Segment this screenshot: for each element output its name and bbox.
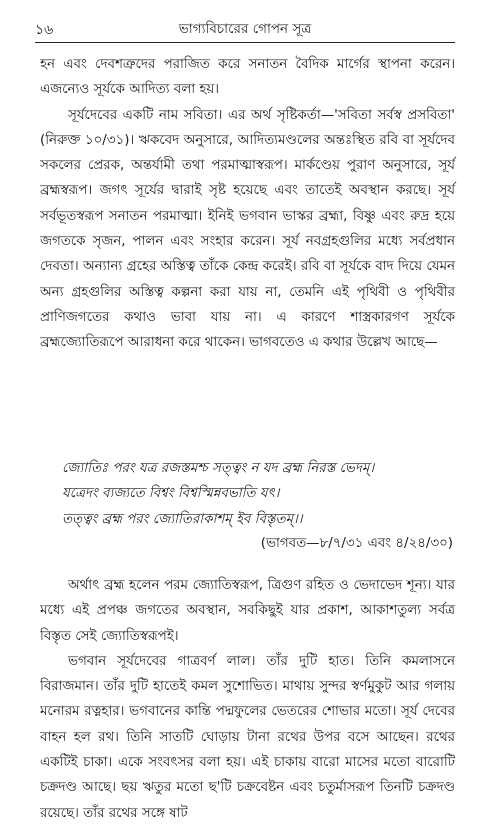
verse-line: জ্যোতিঃ পরং যত্র রজস্তমশ্চ সত্ত্বং ন যদ ব্রহ্ম নিরস্ত ভেদম্। [62, 461, 375, 476]
paragraph: সূর্যদেবের একটি নাম সবিতা। এর অর্থ সৃষ্টিকর্তা—'সবিতা সর্বস্ব প্রসবিতা' (নিরুক্ত ১০/৩১)। ঋকবেদ অনুসারে, আদিত্যমণ্ডলের অন্তঃস্থিত রবি বা সূর্যদেব সকলের প্রেরক, অন্তর্যামী তথা পরমাত্মাস্বরূপ। মার্কণ্ডেয় পুরাণ অনুসারে, সূর্য ব্রহ্মস্বরূপ। জগৎ সূর্যের দ্বারাই সৃষ্ট হয়েছে এবং তাতেই অবস্থান করছে। সূর্য সর্বভূতস্বরূপ সনাতন পরমাত্মা। ইনিই ভগবান ভাস্কর ব্রহ্মা, বিষ্ণু এবং রুদ্র হয়ে জগতকে সৃজন, পালন এবং সংহার করেন। সূর্য নবগ্রহগুলির মধ্যে সর্বপ্রধান দেবতা। অন্যান্য গ্রহের অস্তিত্ব তাঁকে কেন্দ্র করেই। রবি বা সূর্যকে বাদ দিয়ে যেমন অন্য গ্রহগুলির অস্তিত্ব কল্পনা করা যায় না, তেমনি এই পৃথিবী ও পৃথিবীর প্রাণিজগতের কথাও ভাবা যায় না। এ কারণে শাস্ত্রকারগণ সূর্যকে ব্রহ্মজ্যোতিরূপে আরাধনা করে থাকেন। ভাগবতেও এ কথার উল্লেখ আছে— [40, 107, 455, 351]
header-divider [35, 42, 455, 43]
paragraph: হন এবং দেবশত্রুদের পরাজিত করে সনাতন বৈদিক মার্গের স্থাপনা করেন। এজন্যেও সূর্যকে আদিত্য বলা হয়। [40, 57, 455, 98]
body-text-top [40, 52, 455, 356]
paragraph: ভগবান সূর্যদেবের গাত্রবর্ণ লাল। তাঁর দুটি হাত। তিনি কমলাসনে বিরাজমান। তাঁর দুটি হাতেই কমল সুশোভিত। মাথায় সুন্দর স্বর্ণমুকুট আর গলায় মনোরম রত্নহার। ভগবানের কান্তি পদ্মফুলের ভেতরের শোভার মতো। সূর্য দেবের বাহন হল রথ। তিনি সাতটি ঘোড়ায় টানা রথের উপর বসে আছেন। রথের একটিই চাকা। একে সংবৎসর বলা হয়। এই চাকায় বারো মাসের মতো বারোটি চক্রদণ্ড আছে। ছয় ঋতুর মতো ছ'টি চক্রবেষ্টন এবং চতুর্মাসরূপ তিনটি চক্রদণ্ড রয়েছে। তাঁর রথের সঙ্গে ষাট [40, 653, 455, 821]
body-text-bottom [40, 573, 455, 826]
verse-line: যত্রেদং ব্যজ্যতে বিশ্বং বিশ্বস্মিন্নবভাতি যৎ। [62, 486, 280, 502]
verse-line: তত্ত্বং ব্রহ্ম পরং জ্যোতিরাকাশম্ ইব বিস্তৃতম্।। [62, 511, 303, 527]
sanskrit-verse [62, 456, 462, 532]
verse-citation: (ভাগবত—৮/৭/৩১ এবং ৪/২৪/৩০) [260, 536, 453, 551]
page-header [35, 18, 455, 40]
page-number: ১৬ [35, 22, 54, 38]
paragraph: অর্থাৎ ব্রহ্ম হলেন পরম জ্যোতিস্বরূপ, ত্রিগুণ রহিত ও ভেদাভেদ শূন্য। যার মধ্যে এই প্রপঞ্চ জগতের অবস্থান, সবকিছুই যার প্রকাশ, আকাশতুল্য সর্বত্র বিস্তৃত সেই জ্যোতিস্বরূপই। [40, 578, 455, 644]
running-title: ভাগ্যবিচারের গোপন সূত্র [178, 21, 312, 37]
